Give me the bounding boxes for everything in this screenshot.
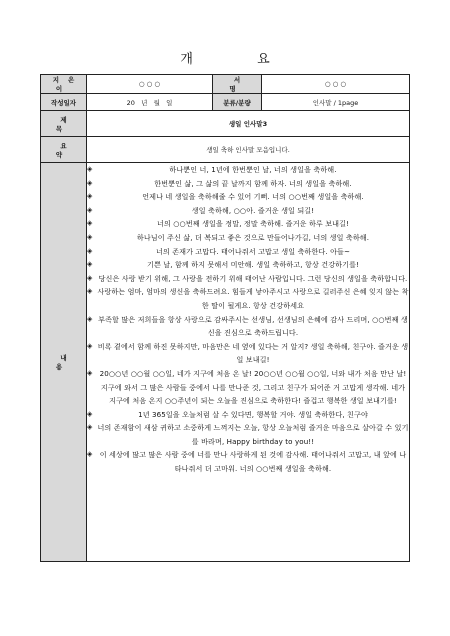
diamond-bullet-icon: ◈ (87, 219, 93, 228)
content-item-text: 이 세상에 많고 많은 사람 중에 너를 만나 사랑하게 된 것에 감사해. 태어나줘서 고맙고, 내 앞에 나타나줘서 더 고마워. 너의 ○○번째 생일을 축하해. (99, 450, 407, 474)
diamond-bullet-icon: ◈ (87, 232, 93, 241)
content-item-text: 하나뿐인 너, 1년에 한번뿐인 날, 너의 생일을 축하해. (169, 165, 337, 174)
author-row (41, 75, 410, 94)
content-item (87, 190, 409, 204)
content-item (87, 340, 409, 367)
content-item (87, 448, 409, 475)
signature-label: 서 명 (213, 75, 262, 94)
content-list (87, 163, 409, 476)
summary-row (41, 137, 410, 163)
content-item-text: 한번뿐인 삶, 그 삶의 끝 날까지 함께 하자. 너의 생일을 축하해. (154, 178, 352, 188)
date-label: 작성일자 (41, 94, 87, 111)
diamond-bullet-icon: ◈ (87, 314, 93, 323)
diamond-bullet-icon: ◈ (87, 246, 93, 255)
content-item-text: 비록 곁에서 함께 하진 못하지만, 마음만은 네 옆에 있다는 거 알지? 생일 축하해, 친구야. 즐거운 생일 보내길! (97, 341, 409, 365)
content-item-text: 부족할 많은 저희들을 항상 사랑으로 감싸주시는 선생님, 선생님의 은혜에 감사 드리며, ○○번째 생신을 진심으로 축하드립니다. (98, 314, 408, 338)
content-item (87, 163, 409, 177)
summary-value: 생일 축하 인사말 모음입니다. (87, 137, 410, 163)
diamond-bullet-icon: ◈ (87, 423, 93, 432)
content-item-text: 언제나 네 생일을 축하해줄 수 있어 기뻐. 너의 ○○번째 생일을 축하해. (142, 192, 364, 202)
content-item-text: 사랑하는 엄마, 엄마의 생신을 축하드려요. 힘들게 낳아주시고 사랑으로 길러주신 은혜 잊지 않는 착한 딸이 될게요. 항상 건강하세요 (97, 287, 409, 310)
subject-value: 생일 인사말3 (87, 111, 410, 137)
author-label: 지은이 (41, 75, 87, 94)
content-item-text: 20○○년 ○○월 ○○일, 네가 지구에 처음 온 날! 20○○년 ○○월 ○○일, 너와 내가 처음 만난 날! 지구에 와서 그 많은 사람들 중에서 나를 만나준 것, 그리고 친구가 되어준 거 고맙게 생각해. 네가 지구에 처음 온지 ○○주년이 되는 오늘을 진심으로 축하한다! 즐겁고 행복한 생일 보내기를! (99, 368, 407, 406)
diamond-bullet-icon: ◈ (87, 409, 93, 418)
content-item-text: 하나님이 주신 삶, 더 복되고 좋은 것으로 만들어나가길, 너의 생일 축하해. (136, 232, 370, 242)
content-item (87, 231, 409, 245)
content-item (87, 408, 409, 422)
content-item-text: 1년 365일을 오늘처럼 살 수 있다면, 행복할 거야. 생일 축하한다, 친구야 (138, 409, 368, 419)
date-value: 20 년 월 일 (87, 94, 213, 111)
diamond-bullet-icon: ◈ (87, 165, 93, 173)
diamond-bullet-icon: ◈ (87, 368, 93, 377)
content-item (87, 258, 409, 272)
subject-row (41, 111, 410, 137)
diamond-bullet-icon: ◈ (87, 273, 93, 282)
content-item (87, 177, 409, 191)
summary-label: 요 약 (41, 137, 87, 163)
content-item (87, 313, 409, 340)
subject-label: 제 목 (41, 111, 87, 137)
diamond-bullet-icon: ◈ (87, 260, 93, 269)
content-item-text: 너의 존재가 고맙다. 태어나줘서 고맙고 생일 축하한다. 아들~ (155, 246, 351, 256)
content-item (87, 421, 409, 448)
content-item (87, 217, 409, 231)
content-item-text: 너의 ○○번째 생일을 정말, 정말 축하해. 즐거운 하루 보내길! (156, 219, 350, 229)
category-value: 인사말 / 1page (262, 94, 410, 111)
content-cell (87, 163, 410, 562)
content-item (87, 367, 409, 408)
content-item (87, 272, 409, 286)
signature-value: ○ ○ ○ (262, 75, 410, 94)
content-item (87, 245, 409, 259)
content-item-text: 당신은 사랑 받기 위해, 그 사랑을 전하기 위해 태어난 사람입니다. 그런 당신의 생일을 축하합니다. (98, 273, 408, 283)
diamond-bullet-icon: ◈ (87, 450, 93, 459)
author-value: ○ ○ ○ (87, 75, 213, 94)
date-row (41, 94, 410, 111)
diamond-bullet-icon: ◈ (87, 178, 93, 187)
content-item-text: 기쁜 날, 함께 하지 못해서 미안해. 생일 축하하고, 항상 건강하기를! (147, 260, 359, 270)
content-label: 내 용 (41, 163, 87, 562)
content-row (41, 163, 410, 562)
category-label: 분류/분량 (213, 94, 262, 111)
diamond-bullet-icon: ◈ (87, 192, 93, 201)
diamond-bullet-icon: ◈ (87, 287, 93, 296)
content-item (87, 285, 409, 312)
diamond-bullet-icon: ◈ (87, 205, 93, 214)
diamond-bullet-icon: ◈ (87, 341, 93, 350)
document-title: 개 요 (180, 52, 300, 67)
content-item-text: 생일 축하해, ○○아. 즐거운 생일 되길! (191, 205, 315, 215)
content-item (87, 204, 409, 218)
content-item-text: 너의 존재함이 새삼 귀하고 소중하게 느껴지는 오늘, 항상 오늘처럼 즐거운 마음으로 살아갈 수 있기를 바라며, Happy birthday to you!! (97, 423, 409, 446)
overview-form (40, 74, 410, 562)
